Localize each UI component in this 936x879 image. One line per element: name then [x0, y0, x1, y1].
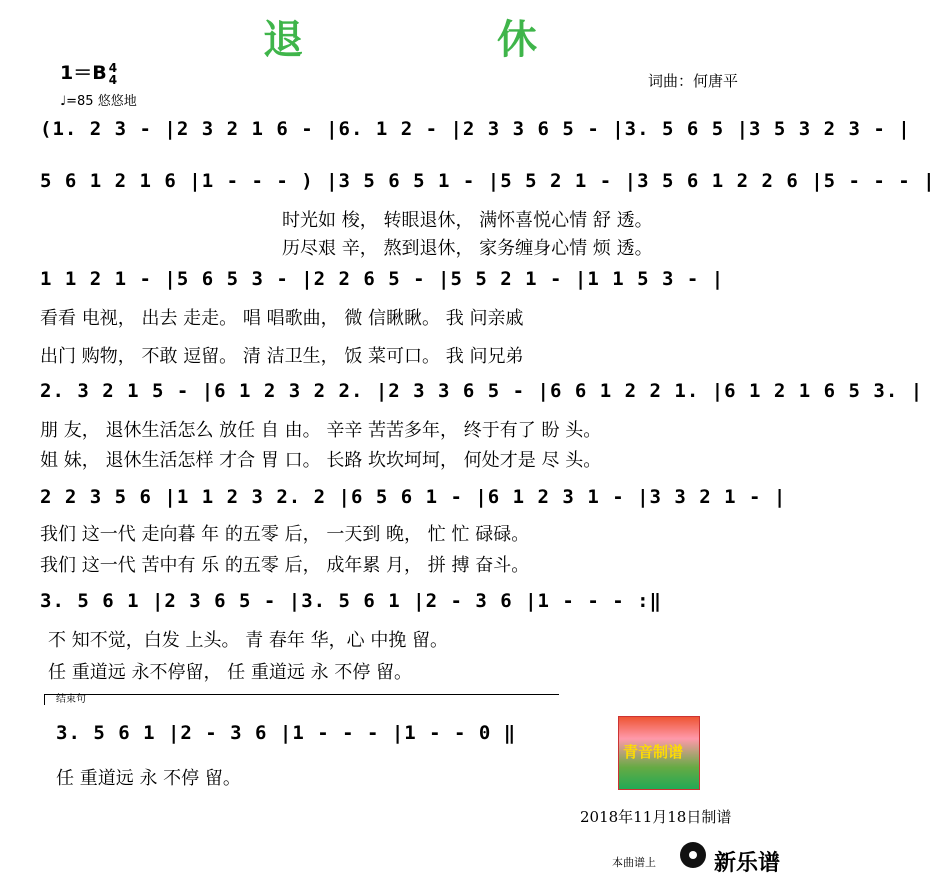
ending-bracket: [44, 694, 559, 705]
lyric-line-2b: 出门 购物， 不敢 逗留。 清 洁卫生， 饭 菜可口。 我 问兄弟: [40, 346, 524, 367]
music-line-6: 3. 5 6 1 |2 3 6 5 - |3. 5 6 1 |2 - 3 6 |1 - - - :‖: [40, 590, 662, 612]
time-bottom: 4: [108, 72, 118, 87]
author-credit: 词曲：何唐平: [648, 72, 739, 90]
lyric-line-3b: 姐 妹， 退休生活怎样 才合 胃 口。 长路 坎坎坷坷， 何处才是 尽 头。: [40, 450, 602, 471]
logo-image: [618, 716, 700, 790]
lyric-line-ending: 任 重道远 永 不停 留。: [56, 768, 241, 789]
footer-credit: 本曲谱上: [612, 856, 656, 869]
tempo-marking: ♩=85 悠悠地: [60, 94, 137, 109]
key-label: 1＝B: [60, 62, 107, 84]
time-top: 4: [108, 60, 118, 75]
lyric-line-5b: 任 重道远 永不停留， 任 重道远 永 不停 留。: [48, 662, 413, 683]
lyric-line-2a: 看看 电视， 出去 走走。 唱 唱歌曲， 微 信瞅瞅。 我 问亲戚: [40, 308, 524, 329]
song-title: 退 休: [263, 16, 627, 63]
lyric-line-3a: 朋 友， 退休生活怎么 放任 自 由。 辛辛 苦苦多年， 终于有了 盼 头。: [40, 420, 602, 441]
key-signature: [60, 58, 117, 86]
vinyl-disc-icon: [680, 842, 706, 868]
music-line-4: 2. 3 2 1 5 - |6 1 2 3 2 2. |2 3 3 6 5 - |6 6 1 2 2 1. |6 1 2 1 6 5 3. |: [40, 380, 924, 402]
lyric-line-1b: 历尽艰 辛， 熬到退休， 家务缠身心情 烦 透。: [282, 238, 653, 259]
music-line-5: 2 2 3 5 6 |1 1 2 3 2. 2 |6 5 6 1 - |6 1 2 3 1 - |3 3 2 1 - |: [40, 486, 787, 508]
ending-label: 结束句: [56, 694, 86, 705]
logo-text: 青音制谱: [623, 743, 684, 761]
score-date: 2018年11月18日制谱: [580, 808, 732, 826]
music-line-ending: 3. 5 6 1 |2 - 3 6 |1 - - - |1 - - 0 ‖: [56, 722, 517, 744]
music-line-2: 5 6 1 2 1 6 |1 - - - ) |3 5 6 5 1 - |5 5 2 1 - |3 5 6 1 2 2 6 |5 - - - |: [40, 170, 936, 192]
lyric-line-4a: 我们 这一代 走向暮 年 的五零 后， 一天到 晚， 忙 忙 碌碌。: [40, 524, 530, 545]
music-line-3: 1 1 2 1 - |5 6 5 3 - |2 2 6 5 - |5 5 2 1 - |1 1 5 3 - |: [40, 268, 725, 290]
time-signature: [109, 62, 117, 86]
brand-name: 新乐谱: [714, 851, 781, 876]
lyric-line-1a: 时光如 梭， 转眼退休， 满怀喜悦心情 舒 透。: [282, 210, 653, 231]
music-line-1: (1. 2 3 - |2 3 2 1 6 - |6. 1 2 - |2 3 3 6 5 - |3. 5 6 5 |3 5 3 2 3 - |: [40, 118, 911, 140]
lyric-line-4b: 我们 这一代 苦中有 乐 的五零 后， 成年累 月， 拼 搏 奋斗。: [40, 555, 530, 576]
lyric-line-5a: 不 知不觉，白发 上头。 青 春年 华，心 中挽 留。: [48, 630, 449, 651]
